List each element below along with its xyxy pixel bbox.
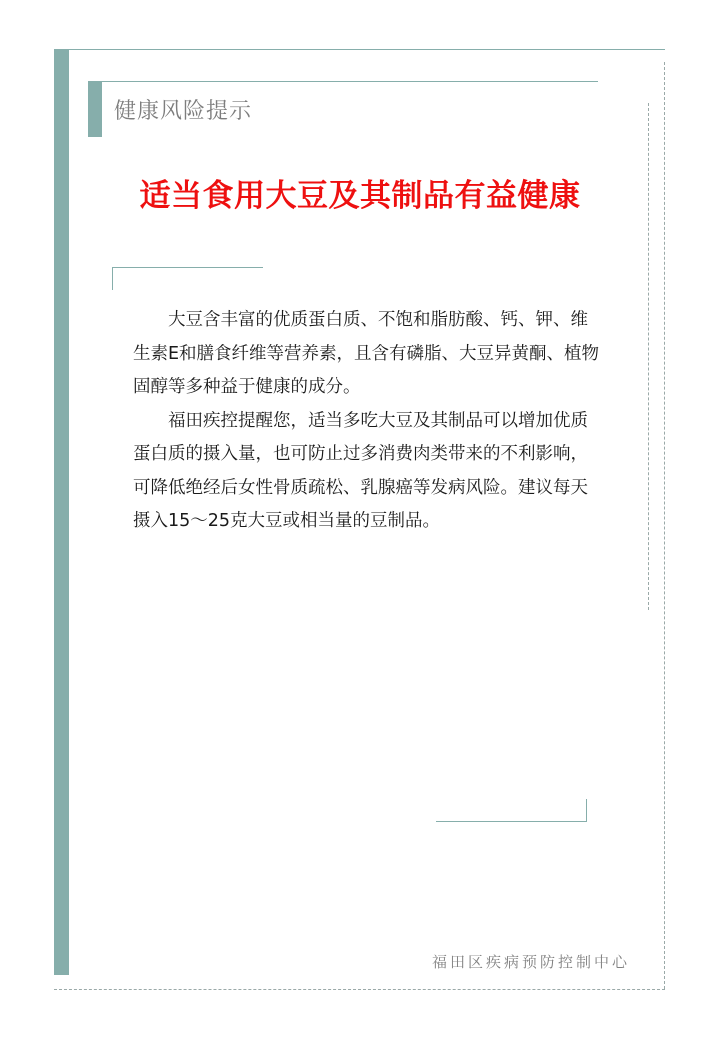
body-paragraph: 大豆含丰富的优质蛋白质、不饱和脂肪酸、钙、钾、维生素E和膳食纤维等营养素，且含有磷脂、大豆异黄酮、植物固醇等多种益于健康的成分。 (133, 310, 600, 397)
page-title: 适当食用大豆及其制品有益健康 (139, 178, 581, 214)
bottom-right-bracket-vertical (586, 799, 587, 822)
section-label: 健康风险提示 (114, 99, 253, 124)
body-text (133, 304, 601, 539)
bottom-right-bracket-horizontal (436, 821, 587, 822)
top-border-line (69, 49, 665, 50)
top-left-bracket-horizontal (112, 267, 263, 268)
bottom-dashed-border (54, 989, 665, 990)
top-left-bracket-vertical (112, 267, 113, 290)
footer-organization: 福田区疾病预防控制中心 (432, 953, 631, 971)
body-paragraph: 福田疾控提醒您，适当多吃大豆及其制品可以增加优质蛋白质的摄入量，也可防止过多消费肉类带来的不利影响，可降低绝经后女性骨质疏松、乳腺癌等发病风险。建议每天摄入15～25克大豆或相当量的豆制品。 (133, 410, 588, 531)
header-accent-bar (88, 81, 102, 137)
header-top-line (102, 81, 598, 82)
